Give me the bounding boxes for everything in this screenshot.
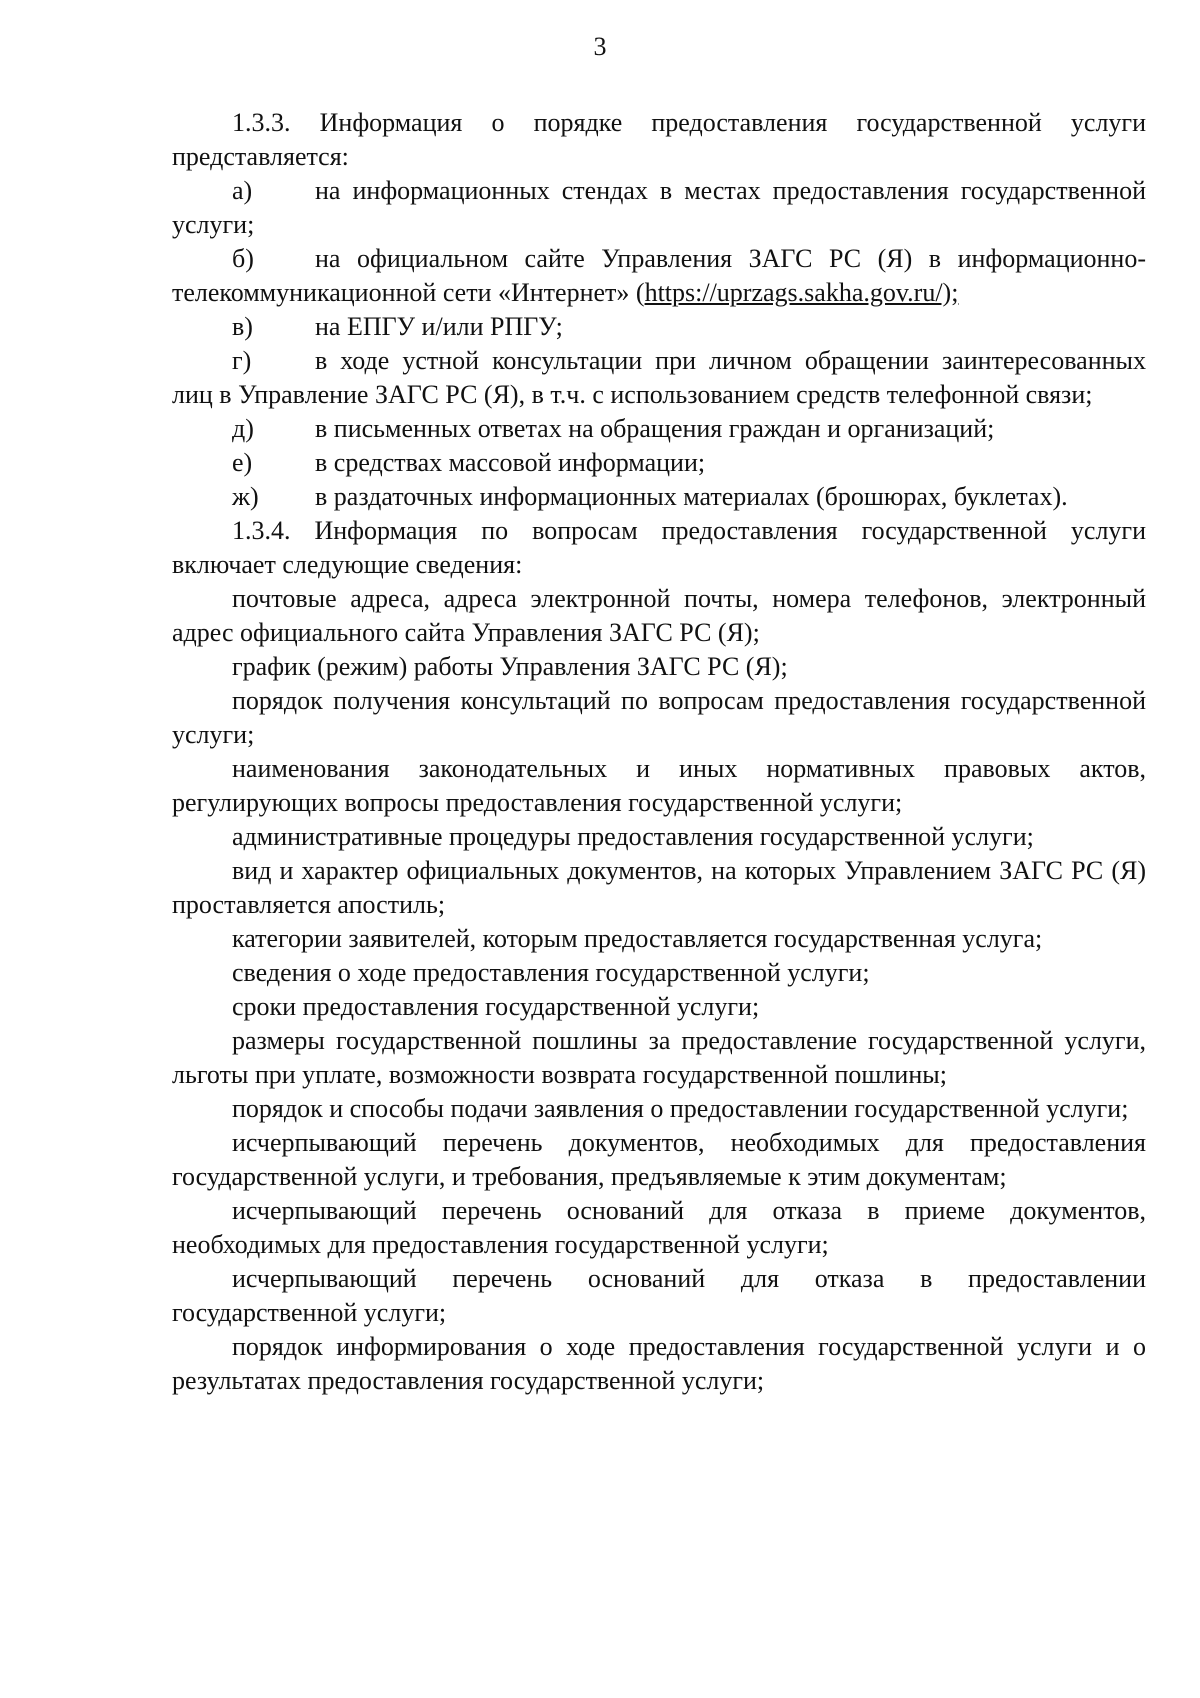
info-item: исчерпывающий перечень оснований для отказа в предоставлении государственной услуги; [172,1264,1146,1327]
info-item: административные процедуры предоставления государственной услуги; [232,822,1034,851]
list-item-b [172,242,1146,310]
list-marker: а) [232,176,253,205]
info-item: график (режим) работы Управления ЗАГС РС (Я); [232,652,788,681]
list-item-d [172,412,1146,446]
list-item-text: в ходе устной консультации при личном обращении заинтересованных лиц в Управление ЗАГС РС (Я), в т.ч. с использованием средств телефонной связи; [172,346,1146,409]
section-1-3-4-heading: 1.3.4. Информация по вопросам предоставления государственной услуги включает следующие сведения: [172,516,1146,579]
info-item: исчерпывающий перечень оснований для отказа в приеме документов, необходимых для предоставления государственной услуги; [172,1196,1146,1259]
list-item-text: в средствах массовой информации; [315,448,706,477]
info-item: порядок и способы подачи заявления о предоставлении государственной услуги; [232,1094,1129,1123]
info-item: категории заявителей, которым предоставляется государственная услуга; [232,924,1043,953]
list-item-e [172,446,1146,480]
info-item: сроки предоставления государственной услуги; [232,992,760,1021]
info-item: наименования законодательных и иных нормативных правовых актов, регулирующих вопросы предоставления государственной услуги; [172,754,1146,817]
info-item: порядок получения консультаций по вопросам предоставления государственной услуги; [172,686,1146,749]
info-item: размеры государственной пошлины за предоставление государственной услуги, льготы при уплате, возможности возврата государственной пошлины; [172,1026,1146,1089]
section-1-3-3-heading: 1.3.3. Информация о порядке предоставления государственной услуги представляется: [172,108,1146,171]
list-item-v [172,310,1146,344]
info-item: порядок информирования о ходе предоставления государственной услуги и о результатах предоставления государственной услуги; [172,1332,1146,1395]
list-item-g [172,344,1146,412]
list-item-text: в письменных ответах на обращения граждан и организаций; [315,414,995,443]
info-item: вид и характер официальных документов, на которых Управлением ЗАГС РС (Я) проставляется апостиль; [172,856,1146,919]
list-marker: в) [232,312,253,341]
website-link[interactable]: https://uprzags.sakha.gov.ru/); [644,278,959,307]
info-item: сведения о ходе предоставления государственной услуги; [232,958,870,987]
list-marker: б) [232,244,254,273]
document-body [172,106,1146,1398]
list-marker: е) [232,448,253,477]
info-item: исчерпывающий перечень документов, необходимых для предоставления государственной услуги, и требования, предъявляемые к этим документам; [172,1128,1146,1191]
info-item: почтовые адреса, адреса электронной почты, номера телефонов, электронный адрес официального сайта Управления ЗАГС РС (Я); [172,584,1146,647]
list-marker: г) [232,346,252,375]
list-item-text: на официальном сайте Управления ЗАГС РС (Я) в информационно-телекоммуникационной сети «Интернет» ( [172,244,1146,307]
list-item-a [172,174,1146,242]
list-item-text: на информационных стендах в местах предоставления государственной услуги; [172,176,1146,239]
list-marker: ж) [232,482,259,511]
list-item-text: на ЕПГУ и/или РПГУ; [315,312,563,341]
list-item-zh [172,480,1146,514]
list-marker: д) [232,414,254,443]
list-item-text: в раздаточных информационных материалах (брошюрах, буклетах). [315,482,1068,511]
page-number: 3 [593,32,607,61]
